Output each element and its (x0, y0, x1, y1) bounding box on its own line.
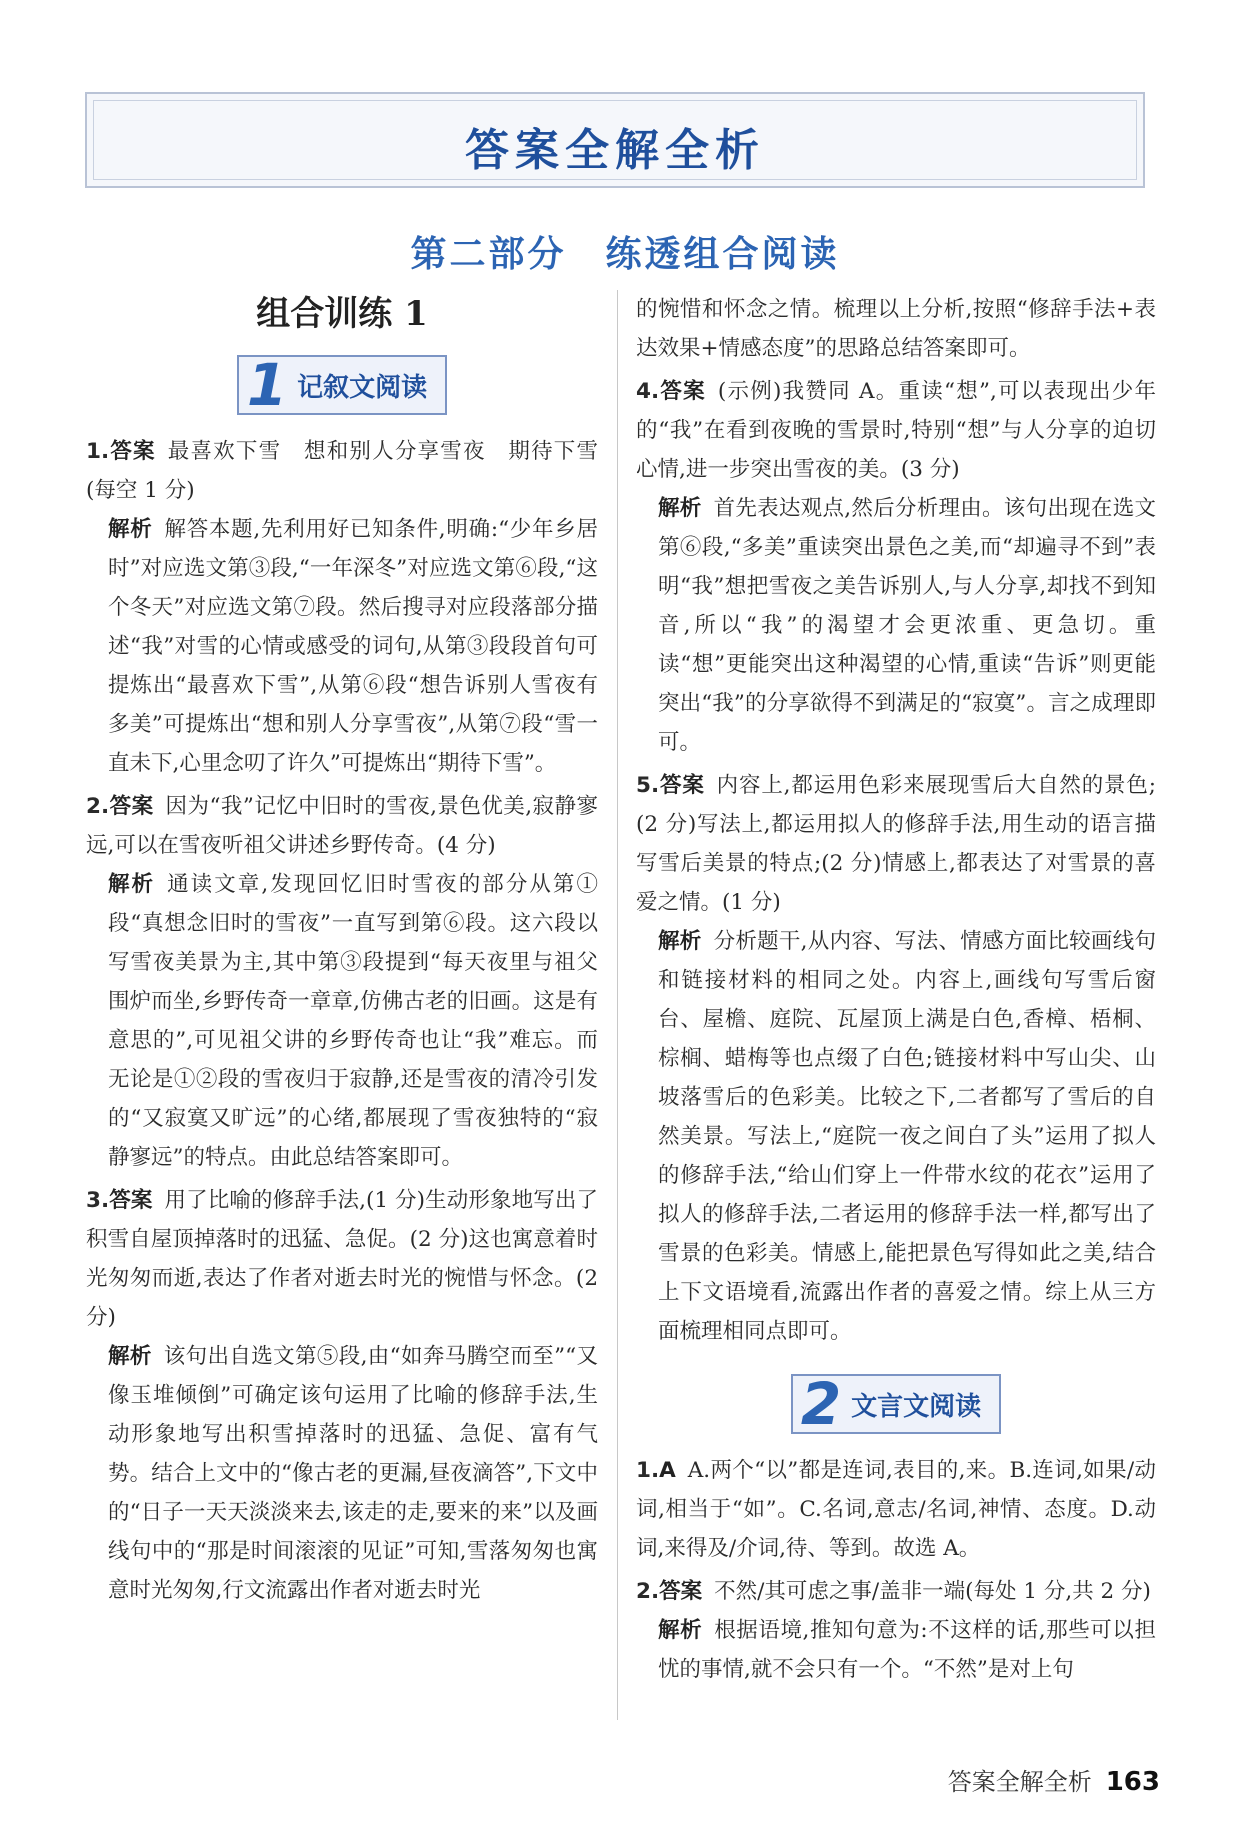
question-number: 4. (636, 379, 660, 404)
analysis-text: 该句出自选文第⑤段,由“如奔马腾空而至”“又像玉堆倾倒”可确定该句运用了比喻的修辞手法,生动形象地写出积雪掉落时的迅猛、急促、富有气势。结合上文中的“像古老的更漏,昼夜滴答”,下文中的“日子一天天淡淡来去,该走的走,要来的来”以及画线句中的“那是时间滚滚的见证”可知,雪落匆匆也寓意时光匆匆,行文流露出作者对逝去时光 (108, 1344, 598, 1603)
analysis-tag: 解析 (108, 517, 153, 542)
answer-paragraph (86, 787, 598, 865)
analysis-tag: 解析 (658, 929, 702, 954)
answer-item (636, 766, 1156, 1351)
answer-text: (示例)我赞同 A。重读“想”,可以表现出少年的“我”在看到夜晚的雪景时,特别“想”与人分享的迫切心情,进一步突出雪夜的美。(3 分) (636, 379, 1156, 482)
section-number: 2 (800, 1370, 842, 1438)
question-number: 3. (86, 1188, 110, 1213)
answer-list-right (636, 290, 1156, 1351)
analysis-paragraph (86, 1337, 598, 1610)
analysis-tag: 解析 (658, 496, 702, 521)
right-column (636, 290, 1156, 1693)
answer-item (86, 1181, 598, 1610)
answer-list-left (86, 432, 598, 1610)
answer-text: 的惋惜和怀念之情。梳理以上分析,按照“修辞手法+表达效果+情感态度”的思路总结答案即可。 (636, 297, 1156, 361)
analysis-paragraph (86, 510, 598, 783)
banner-title: 答案全解全析 (465, 125, 765, 176)
answer-tag: 答案 (109, 1188, 153, 1213)
answer-tag: 答案 (659, 379, 706, 404)
answer-text: 内容上,都运用色彩来展现雪后大自然的景色;(2 分)写法上,都运用拟人的修辞手法,用生动的语言描写雪后美景的特点;(2 分)情感上,都表达了对雪景的喜爱之情。(1 分) (636, 773, 1156, 915)
analysis-paragraph (636, 1611, 1156, 1689)
footer-title: 答案全解全析 (947, 1768, 1092, 1796)
answer-paragraph (636, 290, 1156, 368)
answer-item (636, 1572, 1156, 1689)
answer-text: 因为“我”记忆中旧时的雪夜,景色优美,寂静寥远,可以在雪夜听祖父讲述乡野传奇。(4 分) (86, 794, 598, 858)
analysis-tag: 解析 (658, 1618, 703, 1643)
question-number: 2. (636, 1579, 660, 1604)
answer-paragraph (636, 1572, 1156, 1611)
analysis-paragraph (636, 922, 1156, 1351)
analysis-text: 分析题干,从内容、写法、情感方面比较画线句和链接材料的相同之处。内容上,画线句写雪后窗台、屋檐、庭院、瓦屋顶上满是白色,香樟、梧桐、棕榈、蜡梅等也点缀了白色;链接材料中写山尖、山坡落雪后的色彩美。比较之下,二者都写了雪后的自然美景。写法上,“庭院一夜之间白了头”运用了拟人的修辞手法,“给山们穿上一件带水纹的花衣”运用了拟人的修辞手法,二者运用的修辞手法一样,都写出了雪景的色彩美。情感上,能把景色写得如此之美,结合上下文语境看,流露出作者的喜爱之情。综上从三方面梳理相同点即可。 (658, 929, 1156, 1344)
section-badge-classical (636, 1371, 1156, 1437)
analysis-text: 根据语境,推知句意为:不这样的话,那些可以担忧的事情,就不会只有一个。“不然”是对上句 (658, 1618, 1156, 1682)
analysis-text: 解答本题,先利用好已知条件,明确:“少年乡居时”对应选文第③段,“一年深冬”对应选文第⑥段,“这个冬天”对应选文第⑦段。然后搜寻对应段落部分描述“我”对雪的心情或感受的词句,从第③段段首句可提炼出“最喜欢下雪”,从第⑥段“想告诉别人雪夜有多美”可提炼出“想和别人分享雪夜”,从第⑦段“雪一直未下,心里念叨了许久”可提炼出“期待下雪”。 (108, 517, 598, 776)
analysis-text: 通读文章,发现回忆旧时雪夜的部分从第①段“真想念旧时的雪夜”一直写到第⑥段。这六段以写雪夜美景为主,其中第③段提到“每天夜里与祖父围炉而坐,乡野传奇一章章,仿佛古老的旧画。这是有意思的”,可见祖父讲的乡野传奇也让“我”难忘。而无论是①②段的雪夜归于寂静,还是雪夜的清冷引发的“又寂寞又旷远”的心绪,都展现了雪夜独特的“寂静寥远”的特点。由此总结答案即可。 (108, 872, 598, 1170)
section-badge-narrative (86, 352, 598, 418)
answer-item (86, 432, 598, 783)
answer-tag: 答案 (109, 794, 154, 819)
left-column (86, 290, 598, 1614)
answer-item (636, 1451, 1156, 1568)
part-title: 第二部分 练透组合阅读 (410, 233, 840, 275)
analysis-tag: 解析 (108, 872, 156, 897)
analysis-paragraph (86, 865, 598, 1177)
answer-item (636, 290, 1156, 368)
answer-paragraph (86, 1181, 598, 1337)
question-number: 1. (636, 1458, 660, 1483)
answer-paragraph (86, 432, 598, 510)
answer-text: 不然/其可虑之事/盖非一端(每处 1 分,共 2 分) (714, 1579, 1151, 1604)
question-number: 2. (86, 794, 110, 819)
answer-tag: 答案 (659, 773, 705, 798)
answer-paragraph (636, 766, 1156, 922)
answer-tag: A (659, 1458, 676, 1483)
analysis-paragraph (636, 489, 1156, 762)
answer-text: 用了比喻的修辞手法,(1 分)生动形象地写出了积雪自屋顶掉落时的迅猛、急促。(2 分)这也寓意着时光匆匆而逝,表达了作者对逝去时光的惋惜与怀念。(2 分) (86, 1188, 598, 1330)
answer-text: 最喜欢下雪 想和别人分享雪夜 期待下雪(每空 1 分) (86, 439, 598, 503)
section-number: 1 (246, 351, 288, 419)
answer-paragraph (636, 1451, 1156, 1568)
answer-tag: 答案 (109, 439, 156, 464)
page-number: 163 (1105, 1767, 1160, 1797)
answer-list-classical (636, 1451, 1156, 1689)
answer-item (86, 787, 598, 1177)
answer-text: A.两个“以”都是连词,表目的,来。B.连词,如果/动词,相当于“如”。C.名词,意志/名词,神情、态度。D.动词,来得及/介词,待、等到。故选 A。 (636, 1458, 1156, 1561)
column-divider (617, 290, 618, 1720)
header-banner (85, 92, 1145, 188)
section-label: 记叙文阅读 (297, 372, 428, 403)
question-number: 1. (86, 439, 110, 464)
section-label: 文言文阅读 (851, 1391, 982, 1422)
answer-paragraph (636, 372, 1156, 489)
group-title: 组合训练 1 (256, 294, 428, 334)
page-footer (948, 1762, 1160, 1797)
analysis-tag: 解析 (108, 1344, 152, 1369)
answer-tag: 答案 (659, 1579, 703, 1604)
question-number: 5. (636, 773, 660, 798)
analysis-text: 首先表达观点,然后分析理由。该句出现在选文第⑥段,“多美”重读突出景色之美,而“却遍寻不到”表明“我”想把雪夜之美告诉别人,与人分享,却找不到知音,所以“我”的渴望才会更浓重、更急切。重读“想”更能突出这种渴望的心情,重读“告诉”则更能突出“我”的分享欲得不到满足的“寂寞”。言之成理即可。 (658, 496, 1156, 755)
answer-item (636, 372, 1156, 762)
